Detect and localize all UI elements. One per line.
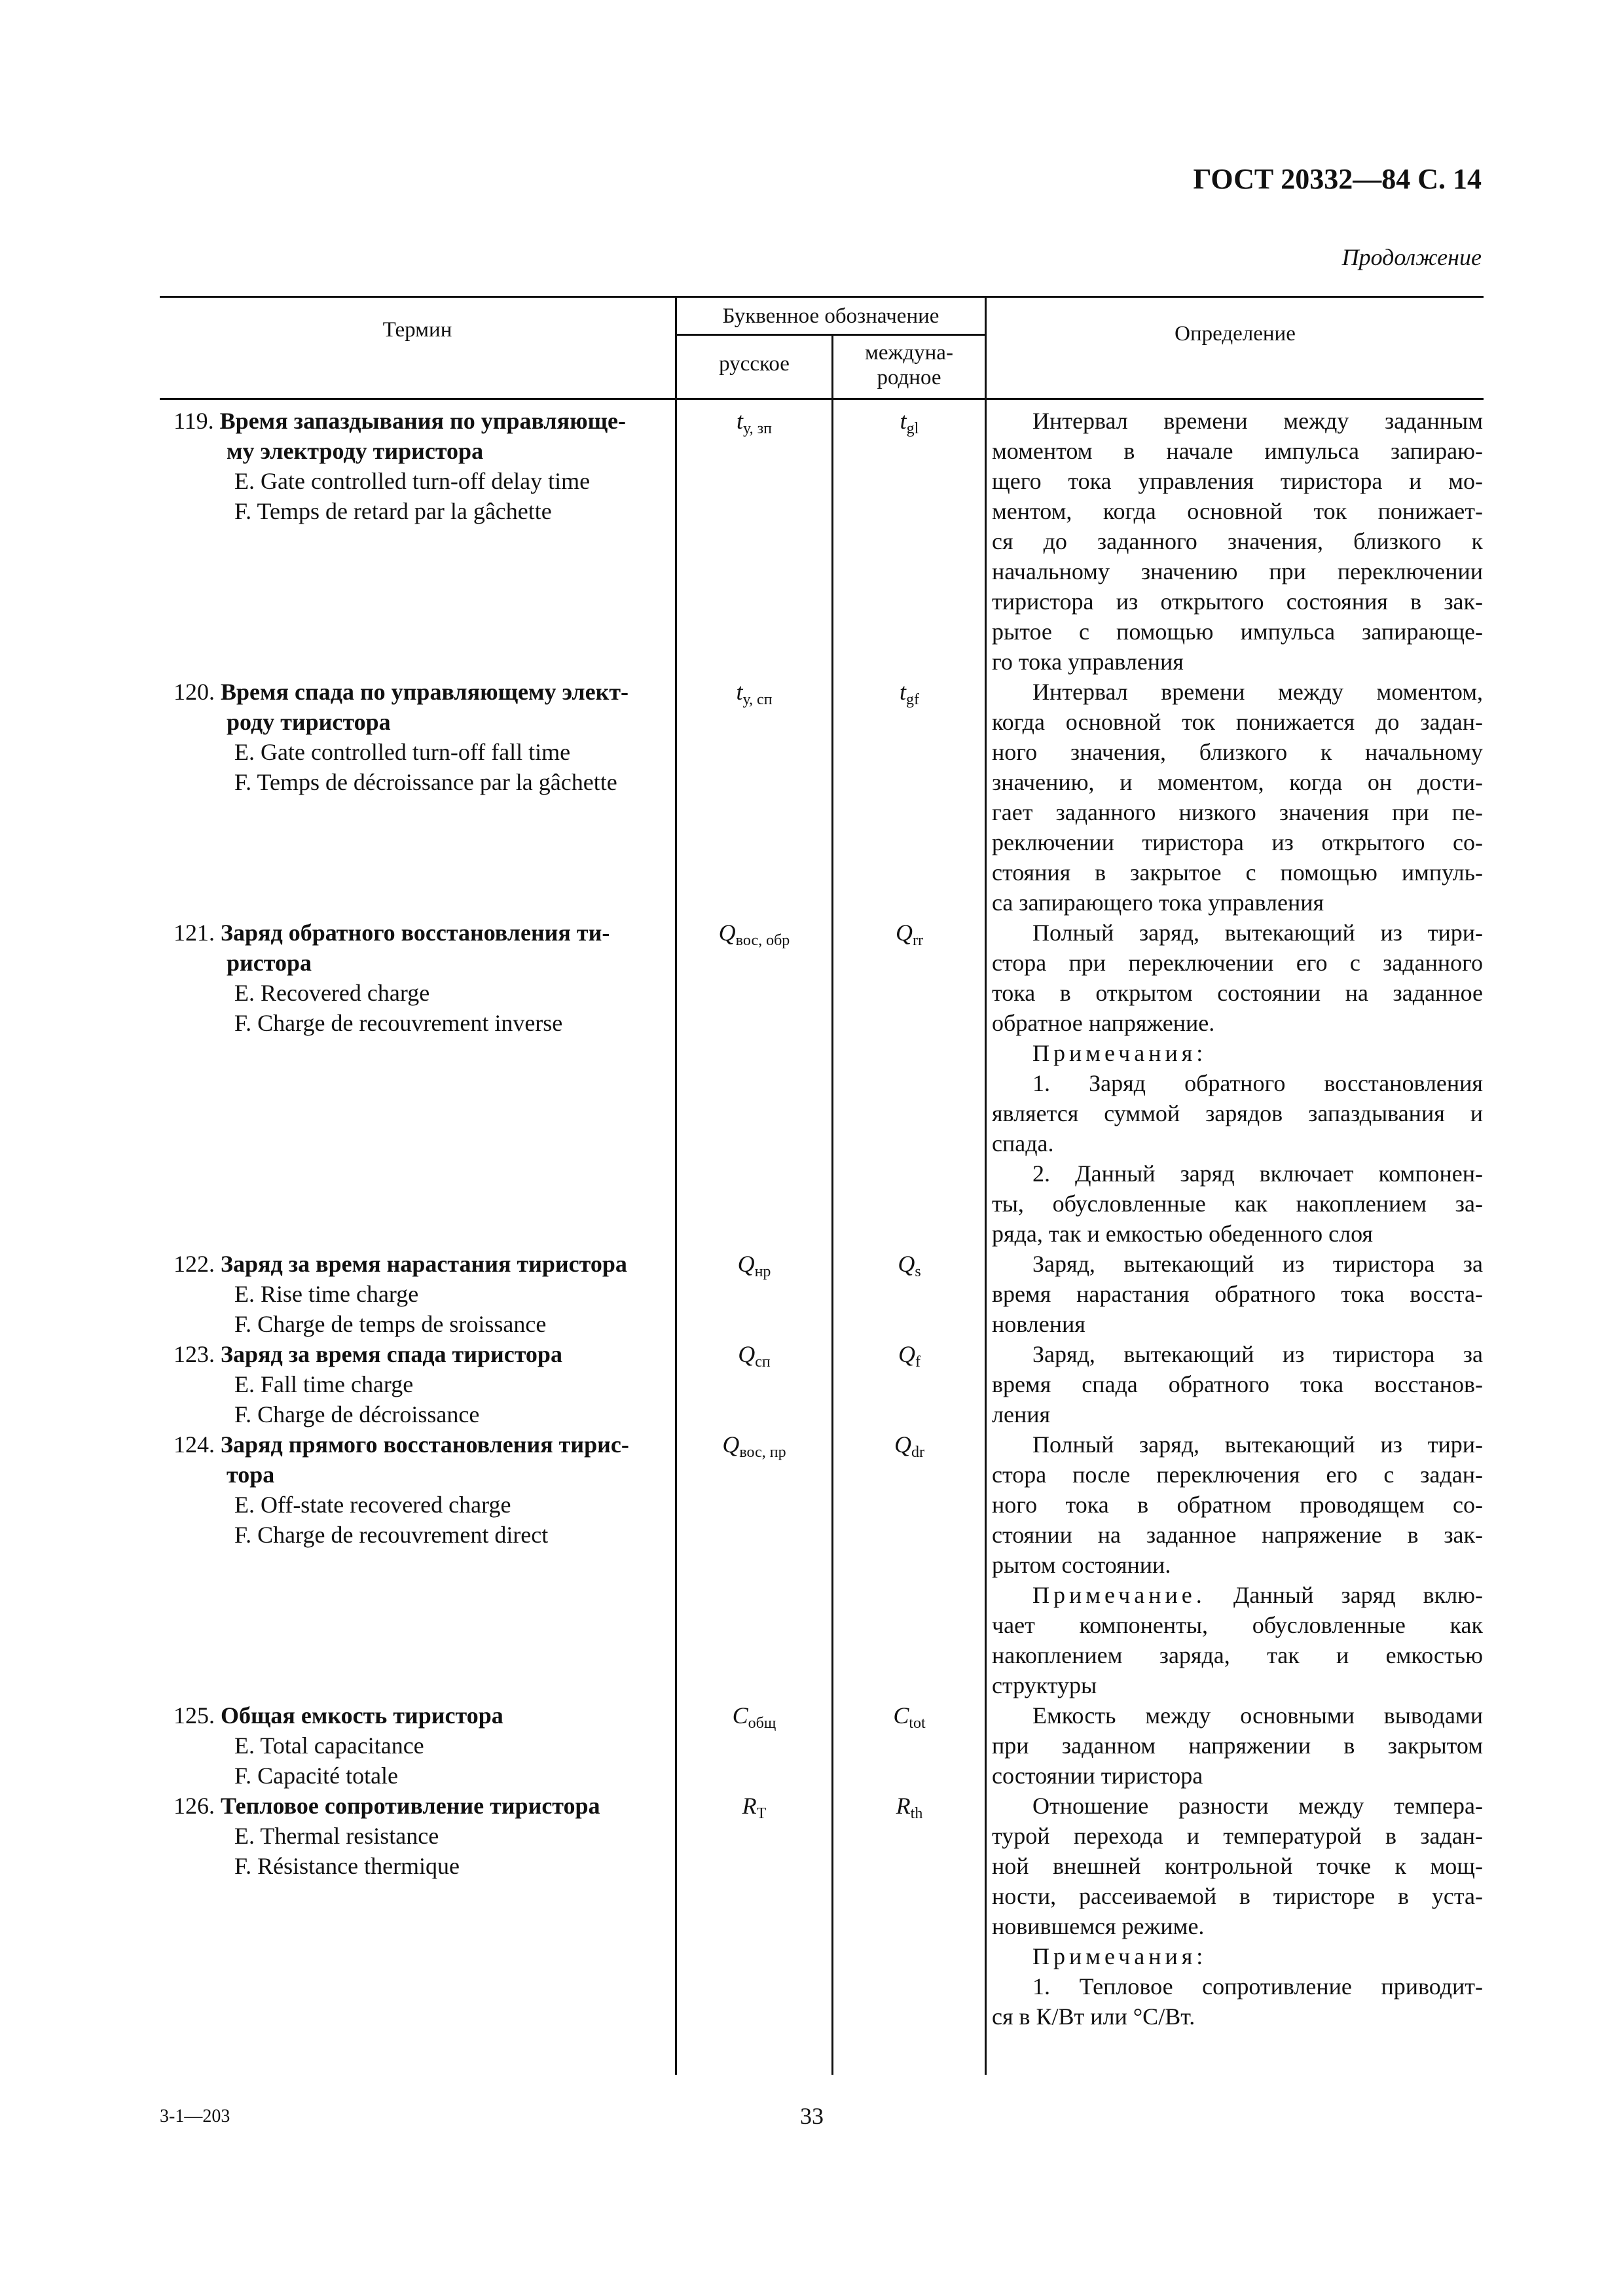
definition-line: стоянии на заданное напряжение в зак- — [992, 1522, 1483, 1548]
definition-line: стора после переключения его с задан- — [992, 1462, 1483, 1488]
term-english: E. Total capacitance — [234, 1732, 424, 1759]
row-spacer — [677, 1189, 831, 1219]
row-spacer — [833, 1550, 985, 1580]
row-spacer — [833, 526, 985, 556]
definition-line: начальному значению при переключении — [992, 558, 1483, 584]
russian-designation-subscript: вос, пр — [739, 1444, 786, 1461]
row-spacer — [173, 797, 668, 827]
note-line: 1. Тепловое сопротивление приводит- — [1032, 1973, 1483, 2000]
row-spacer — [833, 1369, 985, 1399]
term-french: F. Temps de décroissance par la gâchette — [234, 769, 617, 795]
row-spacer — [833, 1098, 985, 1128]
international-designation-subscript: tot — [909, 1715, 926, 1732]
definition-line: Интервал времени между моментом, — [1032, 679, 1483, 705]
row-spacer — [677, 586, 831, 617]
definition-line: когда основной ток понижается до задан- — [992, 709, 1483, 735]
russian-designation-subscript: Т — [756, 1805, 767, 1822]
row-spacer — [833, 1038, 985, 1068]
term-name: Заряд обратного восстановления ти- — [221, 920, 610, 946]
row-spacer — [677, 1399, 831, 1429]
russian-designation-symbol: $Q_{вос, обр}$ — [718, 920, 790, 949]
definitions-column — [992, 406, 1483, 2032]
term-name-line — [173, 1791, 668, 1821]
row-spacer — [833, 888, 985, 918]
terms-column — [173, 406, 668, 2032]
russian-designation-subscript: у, сп — [742, 691, 773, 708]
row-spacer — [173, 1941, 668, 1971]
row-spacer — [833, 1971, 985, 2001]
row-spacer — [677, 1941, 831, 1971]
row-spacer — [173, 1068, 668, 1098]
row-spacer — [833, 1068, 985, 1098]
term-name: Время спада по управляющему элект- — [221, 679, 629, 705]
term-english: E. Gate controlled turn-off delay time — [234, 468, 591, 494]
russian-designation — [677, 1429, 831, 1460]
international-designation-subscript: gl — [906, 420, 919, 437]
row-spacer — [173, 1971, 668, 2001]
header-international-line1: междуна- — [865, 341, 953, 365]
row-spacer — [173, 1219, 668, 1249]
row-spacer — [833, 1610, 985, 1640]
row-spacer — [173, 1128, 668, 1158]
table-top-rule — [160, 296, 1484, 298]
row-spacer — [677, 978, 831, 1008]
russian-symbols-column — [677, 406, 831, 2032]
definition-line: ности, рассеиваемой в тиристоре в уста- — [992, 1883, 1483, 1909]
row-spacer — [173, 1550, 668, 1580]
row-spacer — [833, 1911, 985, 1941]
russian-designation — [677, 1791, 831, 1821]
definition-line: значению, и моментом, когда он дости- — [992, 769, 1483, 795]
definition-line: стора при переключении его с заданного — [992, 950, 1483, 976]
definition-line: Полный заряд, вытекающий из тири- — [1032, 920, 1483, 946]
term-name: Заряд за время нарастания тиристора — [221, 1251, 627, 1277]
row-spacer — [833, 707, 985, 737]
russian-designation-symbol: $C_{общ}$ — [732, 1702, 776, 1732]
header-letter-designation: Буквенное обозначение — [722, 304, 939, 328]
term-number: 123. — [173, 1341, 221, 1367]
note-line: ты, обусловленные как накоплением за- — [992, 1191, 1483, 1217]
row-spacer — [833, 1460, 985, 1490]
russian-designation — [677, 1249, 831, 1279]
row-spacer — [833, 1309, 985, 1339]
term-french: F. Résistance thermique — [234, 1853, 460, 1879]
russian-designation-symbol: $t_{у, зп}$ — [737, 408, 772, 437]
row-spacer — [677, 1098, 831, 1128]
definition-line: ления — [992, 1401, 1051, 1427]
term-french: F. Charge de recouvrement inverse — [234, 1010, 563, 1036]
definition-line: время спада обратного тока восстанов- — [992, 1371, 1483, 1397]
row-spacer — [677, 1640, 831, 1670]
row-spacer — [833, 767, 985, 797]
note-line: чает компоненты, обусловленные как — [992, 1612, 1483, 1638]
row-spacer — [677, 1971, 831, 2001]
international-designation-subscript: rr — [913, 932, 923, 949]
note-line: является суммой зарядов запаздывания и — [992, 1100, 1483, 1126]
russian-designation-subscript: нр — [754, 1263, 771, 1280]
term-french: F. Temps de retard par la gâchette — [234, 498, 552, 524]
international-designation — [833, 1791, 985, 1821]
note-heading: Примечания: — [1032, 1943, 1207, 1969]
term-name: му электроду тиристора — [227, 438, 484, 464]
russian-designation — [677, 1339, 831, 1369]
term-name-line — [173, 918, 668, 948]
row-spacer — [833, 1580, 985, 1610]
row-spacer — [173, 1610, 668, 1640]
row-spacer — [173, 647, 668, 677]
term-name-line — [173, 436, 668, 466]
row-spacer — [173, 888, 668, 918]
row-spacer — [173, 617, 668, 647]
row-spacer — [833, 1520, 985, 1550]
row-spacer — [173, 1038, 668, 1068]
definition-line: состоянии тиристора — [992, 1763, 1203, 1789]
header-international — [833, 340, 985, 390]
international-designation-subscript: f — [915, 1354, 921, 1371]
russian-designation-symbol: $Q_{нр}$ — [737, 1251, 771, 1280]
definition-line: время нарастания обратного тока восста- — [992, 1281, 1483, 1307]
international-designation-symbol: $t_{gf}$ — [899, 679, 919, 708]
note-line: 2. Данный заряд включает компонен- — [1032, 1160, 1483, 1187]
term-name-line — [173, 677, 668, 707]
international-designation — [833, 1700, 985, 1731]
term-english: E. Recovered charge — [234, 980, 430, 1006]
header-term: Термин — [382, 318, 452, 342]
row-spacer — [833, 827, 985, 857]
term-name: ристора — [227, 950, 312, 976]
definition-line: ной внешней контрольной точке к мощ- — [992, 1853, 1483, 1879]
row-spacer — [833, 436, 985, 466]
row-spacer — [677, 1911, 831, 1941]
row-spacer — [677, 1460, 831, 1490]
term-number: 120. — [173, 679, 221, 705]
international-designation-symbol: $Q_f$ — [898, 1341, 921, 1371]
note-line: структуры — [992, 1672, 1097, 1698]
table-header-bottom-rule — [160, 398, 1484, 400]
row-spacer — [833, 466, 985, 496]
international-designation-subscript: dr — [911, 1444, 924, 1461]
international-designation-subscript: s — [915, 1263, 921, 1280]
page-number: 33 — [800, 2103, 824, 2129]
term-name: роду тиристора — [227, 709, 391, 735]
row-spacer — [677, 647, 831, 677]
international-designation — [833, 1339, 985, 1369]
row-spacer — [173, 1670, 668, 1700]
row-spacer — [677, 436, 831, 466]
international-designation-symbol: $Q_s$ — [898, 1251, 921, 1280]
term-french: F. Charge de temps de sroissance — [234, 1311, 547, 1337]
row-spacer — [833, 1941, 985, 1971]
term-name-line — [173, 1460, 668, 1490]
international-designation-subscript: th — [910, 1805, 923, 1822]
term-name-line — [173, 1429, 668, 1460]
row-spacer — [677, 1279, 831, 1309]
definition-line: Емкость между основными выводами — [1032, 1702, 1483, 1729]
header-definition: Определение — [1175, 322, 1296, 346]
note-heading-line — [992, 1038, 1483, 1068]
definition-line: го тока управления — [992, 649, 1184, 675]
term-name-line — [173, 948, 668, 978]
term-number: 122. — [173, 1251, 221, 1277]
row-spacer — [833, 1279, 985, 1309]
row-spacer — [833, 1640, 985, 1670]
definition-line: новившемся режиме. — [992, 1913, 1205, 1939]
row-spacer — [677, 1008, 831, 1038]
term-number: 124. — [173, 1431, 221, 1458]
definition-line: обратное напряжение. — [992, 1010, 1215, 1036]
row-spacer — [677, 1610, 831, 1640]
row-spacer — [677, 496, 831, 526]
row-spacer — [833, 1670, 985, 1700]
row-spacer — [677, 1821, 831, 1851]
term-english: E. Gate controlled turn-off fall time — [234, 739, 571, 765]
term-name-line — [173, 1700, 668, 1731]
russian-designation — [677, 1700, 831, 1731]
note-heading: Примечания: — [1032, 1040, 1207, 1066]
row-spacer — [173, 827, 668, 857]
russian-designation-symbol: $Q_{вос, пр}$ — [722, 1431, 786, 1461]
row-spacer — [677, 948, 831, 978]
definition-line: са запирающего тока управления — [992, 889, 1324, 916]
row-spacer — [833, 1731, 985, 1761]
note-heading: Примечание. — [1032, 1582, 1206, 1608]
row-spacer — [677, 857, 831, 888]
definition-line: турой перехода и температурой в задан- — [992, 1823, 1483, 1849]
definition-line: Отношение разности между темпера- — [1032, 1793, 1483, 1819]
term-english: E. Rise time charge — [234, 1281, 419, 1307]
row-spacer — [833, 797, 985, 827]
definition-line: новления — [992, 1311, 1085, 1337]
international-designation — [833, 1249, 985, 1279]
definition-line: Заряд, вытекающий из тиристора за — [1032, 1251, 1483, 1277]
definition-line: тока в открытом состоянии на заданное — [992, 980, 1483, 1006]
international-designation — [833, 1429, 985, 1460]
term-name: Общая емкость тиристора — [221, 1702, 503, 1729]
term-french: F. Charge de recouvrement direct — [234, 1522, 549, 1548]
row-spacer — [173, 1640, 668, 1670]
row-spacer — [677, 1128, 831, 1158]
row-spacer — [833, 1490, 985, 1520]
row-spacer — [173, 1911, 668, 1941]
row-spacer — [677, 1158, 831, 1189]
note-line: спада. — [992, 1130, 1054, 1157]
international-designation-symbol: $t_{gl}$ — [900, 408, 919, 437]
row-spacer — [833, 496, 985, 526]
row-spacer — [173, 1098, 668, 1128]
row-spacer — [833, 647, 985, 677]
row-spacer — [677, 1520, 831, 1550]
international-designation — [833, 677, 985, 707]
international-designation-symbol: $R_{th}$ — [896, 1793, 923, 1822]
russian-designation-subscript: сп — [755, 1354, 771, 1371]
definition-line: рытое с помощью импульса запирающе- — [992, 619, 1483, 645]
definition-line: ся до заданного значения, близкого к — [992, 528, 1483, 554]
term-name: Заряд за время спада тиристора — [221, 1341, 562, 1367]
definition-line: Заряд, вытекающий из тиристора за — [1032, 1341, 1483, 1367]
row-spacer — [173, 556, 668, 586]
letter-designation-rule — [675, 334, 985, 336]
row-spacer — [833, 1158, 985, 1189]
row-spacer — [173, 1189, 668, 1219]
international-designation — [833, 918, 985, 948]
row-spacer — [833, 1008, 985, 1038]
term-name-line — [173, 1339, 668, 1369]
russian-designation-subscript: у, зп — [743, 420, 772, 437]
term-name: Заряд прямого восстановления тирис- — [221, 1431, 629, 1458]
row-spacer — [677, 1761, 831, 1791]
row-spacer — [833, 556, 985, 586]
international-designation-symbol: $Q_{rr}$ — [896, 920, 923, 949]
term-name: тора — [227, 1462, 275, 1488]
russian-designation-subscript: общ — [748, 1715, 776, 1732]
definition-line: ного значения, близкого к начальному — [992, 739, 1483, 765]
definition-line: при заданном напряжении в закрытом — [992, 1732, 1483, 1759]
row-spacer — [173, 1580, 668, 1610]
row-spacer — [677, 1219, 831, 1249]
row-spacer — [677, 1731, 831, 1761]
row-spacer — [677, 767, 831, 797]
term-french: F. Capacité totale — [234, 1763, 399, 1789]
row-spacer — [677, 888, 831, 918]
international-designation — [833, 406, 985, 436]
row-spacer — [677, 1550, 831, 1580]
row-spacer — [833, 1219, 985, 1249]
term-name: Время запаздывания по управляюще- — [219, 408, 626, 434]
definition-line: стояния в закрытое с помощью импуль- — [992, 859, 1483, 886]
row-spacer — [677, 526, 831, 556]
row-spacer — [677, 2001, 831, 2032]
header-international-line2: родное — [877, 366, 941, 389]
russian-designation — [677, 406, 831, 436]
definition-line: Интервал времени между заданным — [1032, 408, 1483, 434]
term-name: Тепловое сопротивление тиристора — [221, 1793, 600, 1819]
definition-line: гает заданного низкого значения при пе- — [992, 799, 1483, 825]
russian-designation-symbol: $t_{у, сп}$ — [736, 679, 773, 708]
international-designation-subscript: gf — [906, 691, 919, 708]
row-spacer — [677, 1881, 831, 1911]
row-spacer — [833, 1399, 985, 1429]
row-spacer — [677, 1490, 831, 1520]
term-english: E. Fall time charge — [234, 1371, 414, 1397]
document-title: ГОСТ 20332—84 С. 14 — [1193, 163, 1482, 195]
row-spacer — [173, 1881, 668, 1911]
note-heading-line — [992, 1941, 1483, 1971]
row-spacer — [833, 948, 985, 978]
note-line: ряда, так и емкостью обеденного слоя — [992, 1221, 1373, 1247]
row-spacer — [833, 2001, 985, 2032]
term-french: F. Charge de décroissance — [234, 1401, 480, 1427]
row-spacer — [677, 707, 831, 737]
term-number: 125. — [173, 1702, 221, 1729]
header-russian: русское — [719, 352, 790, 376]
row-spacer — [833, 586, 985, 617]
row-spacer — [677, 556, 831, 586]
russian-designation-symbol: $Q_{сп}$ — [738, 1341, 771, 1371]
russian-designation-symbol: $R_Т$ — [742, 1793, 767, 1822]
definition-line: Полный заряд, вытекающий из тири- — [1032, 1431, 1483, 1458]
international-designation-symbol: $Q_{dr}$ — [894, 1431, 924, 1461]
term-english: E. Thermal resistance — [234, 1823, 439, 1849]
russian-designation — [677, 677, 831, 707]
russian-designation — [677, 918, 831, 948]
footer-code: 3-1—203 — [160, 2106, 230, 2126]
row-spacer — [173, 857, 668, 888]
definition-line: реключении тиристора из открытого со- — [992, 829, 1483, 855]
row-spacer — [677, 1068, 831, 1098]
row-spacer — [677, 1369, 831, 1399]
term-name-line — [173, 707, 668, 737]
term-english: E. Off-state recovered charge — [234, 1492, 511, 1518]
row-spacer — [677, 1670, 831, 1700]
definition-line: тиристора из открытого состояния в зак- — [992, 588, 1483, 615]
row-spacer — [677, 797, 831, 827]
row-spacer — [173, 2001, 668, 2032]
continuation-label: Продолжение — [1341, 244, 1482, 270]
term-name-line — [173, 1249, 668, 1279]
note-line: накоплением заряда, так и емкостью — [992, 1642, 1483, 1668]
international-designation-symbol: $C_{tot}$ — [893, 1702, 926, 1732]
note-line: ся в К/Вт или °С/Вт. — [992, 2003, 1195, 2030]
definition-line: щего тока управления тиристора и мо- — [992, 468, 1483, 494]
row-spacer — [677, 1851, 831, 1881]
row-spacer — [173, 526, 668, 556]
note-line: Примечание. Данный заряд вклю- — [1032, 1582, 1483, 1608]
row-spacer — [173, 586, 668, 617]
row-spacer — [833, 857, 985, 888]
row-spacer — [677, 1038, 831, 1068]
row-spacer — [833, 1128, 985, 1158]
row-spacer — [833, 1761, 985, 1791]
row-spacer — [833, 1881, 985, 1911]
row-spacer — [833, 1821, 985, 1851]
row-spacer — [833, 617, 985, 647]
definition-line: моментом в начале импульса запираю- — [992, 438, 1483, 464]
row-spacer — [677, 1580, 831, 1610]
row-spacer — [833, 737, 985, 767]
russian-designation-subscript: вос, обр — [735, 932, 790, 949]
row-spacer — [833, 1851, 985, 1881]
term-number: 126. — [173, 1793, 221, 1819]
definition-line: рытом состоянии. — [992, 1552, 1171, 1578]
row-spacer — [173, 1158, 668, 1189]
row-spacer — [677, 1309, 831, 1339]
row-spacer — [833, 978, 985, 1008]
row-spacer — [677, 737, 831, 767]
international-symbols-column — [833, 406, 985, 2032]
term-number: 121. — [173, 920, 221, 946]
row-spacer — [677, 617, 831, 647]
note-line: 1. Заряд обратного восстановления — [1032, 1070, 1483, 1096]
row-spacer — [677, 827, 831, 857]
row-spacer — [833, 1189, 985, 1219]
term-name-line — [173, 406, 668, 436]
definition-line: ного тока в обратном проводящем со- — [992, 1492, 1483, 1518]
row-spacer — [677, 466, 831, 496]
term-number: 119. — [173, 408, 220, 434]
definition-line: ментом, когда основной ток понижает- — [992, 498, 1483, 524]
